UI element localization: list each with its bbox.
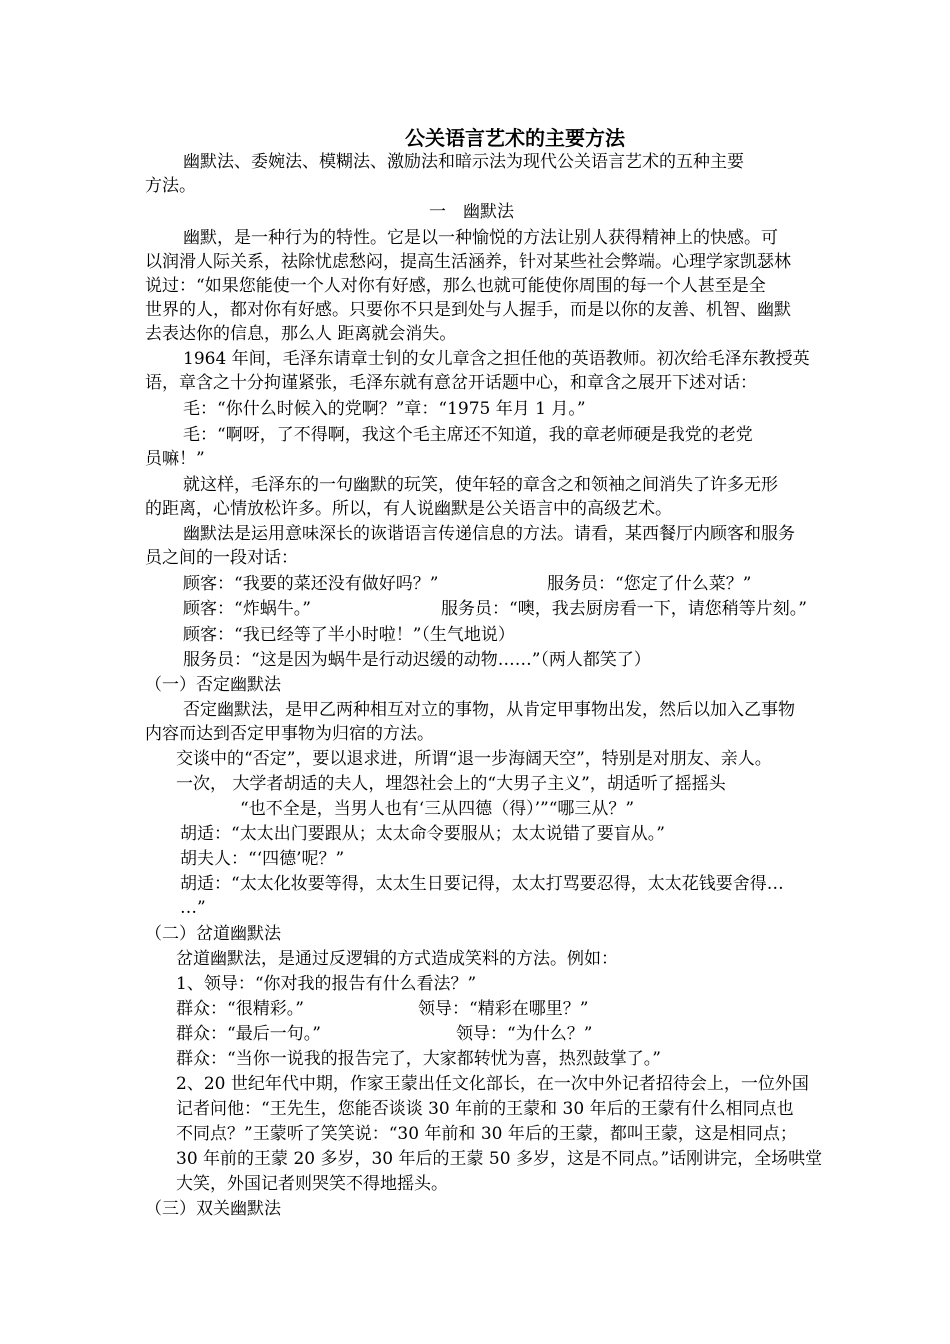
subsection-heading: （二）岔道幽默法 [145,924,281,944]
dialogue-line: 毛：“啊呀，了不得啊，我这个毛主席还不知道，我的章老师硬是我党的老党 [183,425,753,445]
paragraph-line: 幽默，是一种行为的特性。它是以一种愉悦的方法让别人获得精神上的快感。可 [183,228,778,248]
paragraph-line: 的距离，心情放松许多。所以，有人说幽默是公关语言中的高级艺术。 [145,499,672,519]
paragraph-line: 岔道幽默法，是通过反逻辑的方式造成笑料的方法。例如： [176,949,618,969]
paragraph-line: 30 年前的王蒙 20 多岁，30 年后的王蒙 50 多岁，这是不同点。”话刚讲完，全场哄堂 [176,1149,823,1169]
dialogue-line: 服务员：“这是因为蜗牛是行动迟缓的动物……”（两人都笑了） [183,650,651,670]
paragraph-line: 员之间的一段对话： [145,548,298,568]
dialogue-line: 胡适：“太太出门要跟从；太太命令要服从；太太说错了要盲从。” [180,824,665,844]
paragraph-line: 幽默法是运用意味深长的诙谐语言传递信息的方法。请看，某西餐厅内顾客和服务 [183,524,795,544]
dialogue-line: “也不全是，当男人也有‘三从四德（得）’”“哪三从？” [240,799,635,819]
paragraph-line: 记者问他：“王先生，您能否谈谈 30 年前的王蒙和 30 年后的王蒙有什么相同点也 [176,1099,794,1119]
intro-line: 方法。 [145,176,196,196]
dialogue-line: 胡适：“太太化妆要等得，太太生日要记得，太太打骂要忍得，太太花钱要舍得… [180,874,784,894]
dialogue-line: 胡夫人：“‘四德’呢？” [180,849,345,869]
paragraph-line: 2、20 世纪年代中期，作家王蒙出任文化部长，在一次中外记者招待会上，一位外国 [176,1074,809,1094]
paragraph-line: 交谈中的“否定”，要以退求进，所谓“退一步海阔天空”，特别是对朋友、亲人。 [176,749,772,769]
dialogue-line: 1、领导：“你对我的报告有什么看法？” [176,974,477,994]
paragraph-line: 语，章含之十分拘谨紧张，毛泽东就有意岔开话题中心，和章含之展开下述对话： [145,373,757,393]
dialogue-line: 服务员：“噢，我去厨房看一下，请您稍等片刻。” [441,599,807,619]
paragraph-line: 世界的人，都对你有好感。只要你不只是到处与人握手，而是以你的友善、机智、幽默 [145,300,791,320]
paragraph-line: 一次， 大学者胡适的夫人，埋怨社会上的“大男子主义”，胡适听了摇摇头 [176,774,726,794]
paragraph-line: 内容而达到否定甲事物为归宿的方法。 [145,724,434,744]
paragraph-line: 说过：“如果您能使一个人对你有好感，那么也就可能使你周围的每一个人甚至是全 [145,276,766,296]
paragraph-line: 不同点？”王蒙听了笑笑说：“30 年前和 30 年后的王蒙，都叫王蒙，这是相同点； [176,1124,797,1144]
section-heading: 一 幽默法 [429,202,514,222]
document-title: 公关语言艺术的主要方法 [405,126,625,150]
dialogue-line: 毛：“你什么时候入的党啊？”章：“1975 年月 1 月。” [183,399,586,419]
paragraph-line: 大笑，外国记者则哭笑不得地摇头。 [176,1174,448,1194]
dialogue-line: 群众：“很精彩。” [176,999,304,1019]
dialogue-line: 员嘛！” [145,449,205,469]
dialogue-line: 群众：“最后一句。” [176,1024,321,1044]
paragraph-line: 否定幽默法，是甲乙两种相互对立的事物，从肯定甲事物出发，然后以加入乙事物 [183,700,795,720]
subsection-heading: （一）否定幽默法 [145,675,281,695]
dialogue-line: 群众：“当你一说我的报告完了，大家都转忧为喜，热烈鼓掌了。” [176,1049,661,1069]
dialogue-line: …” [180,898,206,918]
paragraph-line: 就这样，毛泽东的一句幽默的玩笑，使年轻的章含之和领袖之间消失了许多无形 [183,475,778,495]
subsection-heading: （三）双关幽默法 [145,1199,281,1219]
dialogue-line: 服务员：“您定了什么菜？” [547,574,752,594]
intro-line: 幽默法、委婉法、模糊法、激励法和暗示法为现代公关语言艺术的五种主要 [183,152,744,172]
dialogue-line: 顾客：“炸蜗牛。” [183,599,311,619]
dialogue-line: 顾客：“我已经等了半小时啦！”（生气地说） [183,625,515,645]
dialogue-line: 顾客：“我要的菜还没有做好吗？” [183,574,439,594]
dialogue-line: 领导：“精彩在哪里？” [418,999,589,1019]
dialogue-line: 领导：“为什么？” [456,1024,593,1044]
paragraph-line: 1964 年间，毛泽东请章士钊的女儿章含之担任他的英语教师。初次给毛泽东教授英 [183,349,810,369]
paragraph-line: 以润滑人际关系，祛除忧虑愁闷，提高生活涵养，针对某些社会弊端。心理学家凯瑟林 [145,252,791,272]
paragraph-line: 去表达你的信息，那么人 距离就会消失。 [145,324,457,344]
